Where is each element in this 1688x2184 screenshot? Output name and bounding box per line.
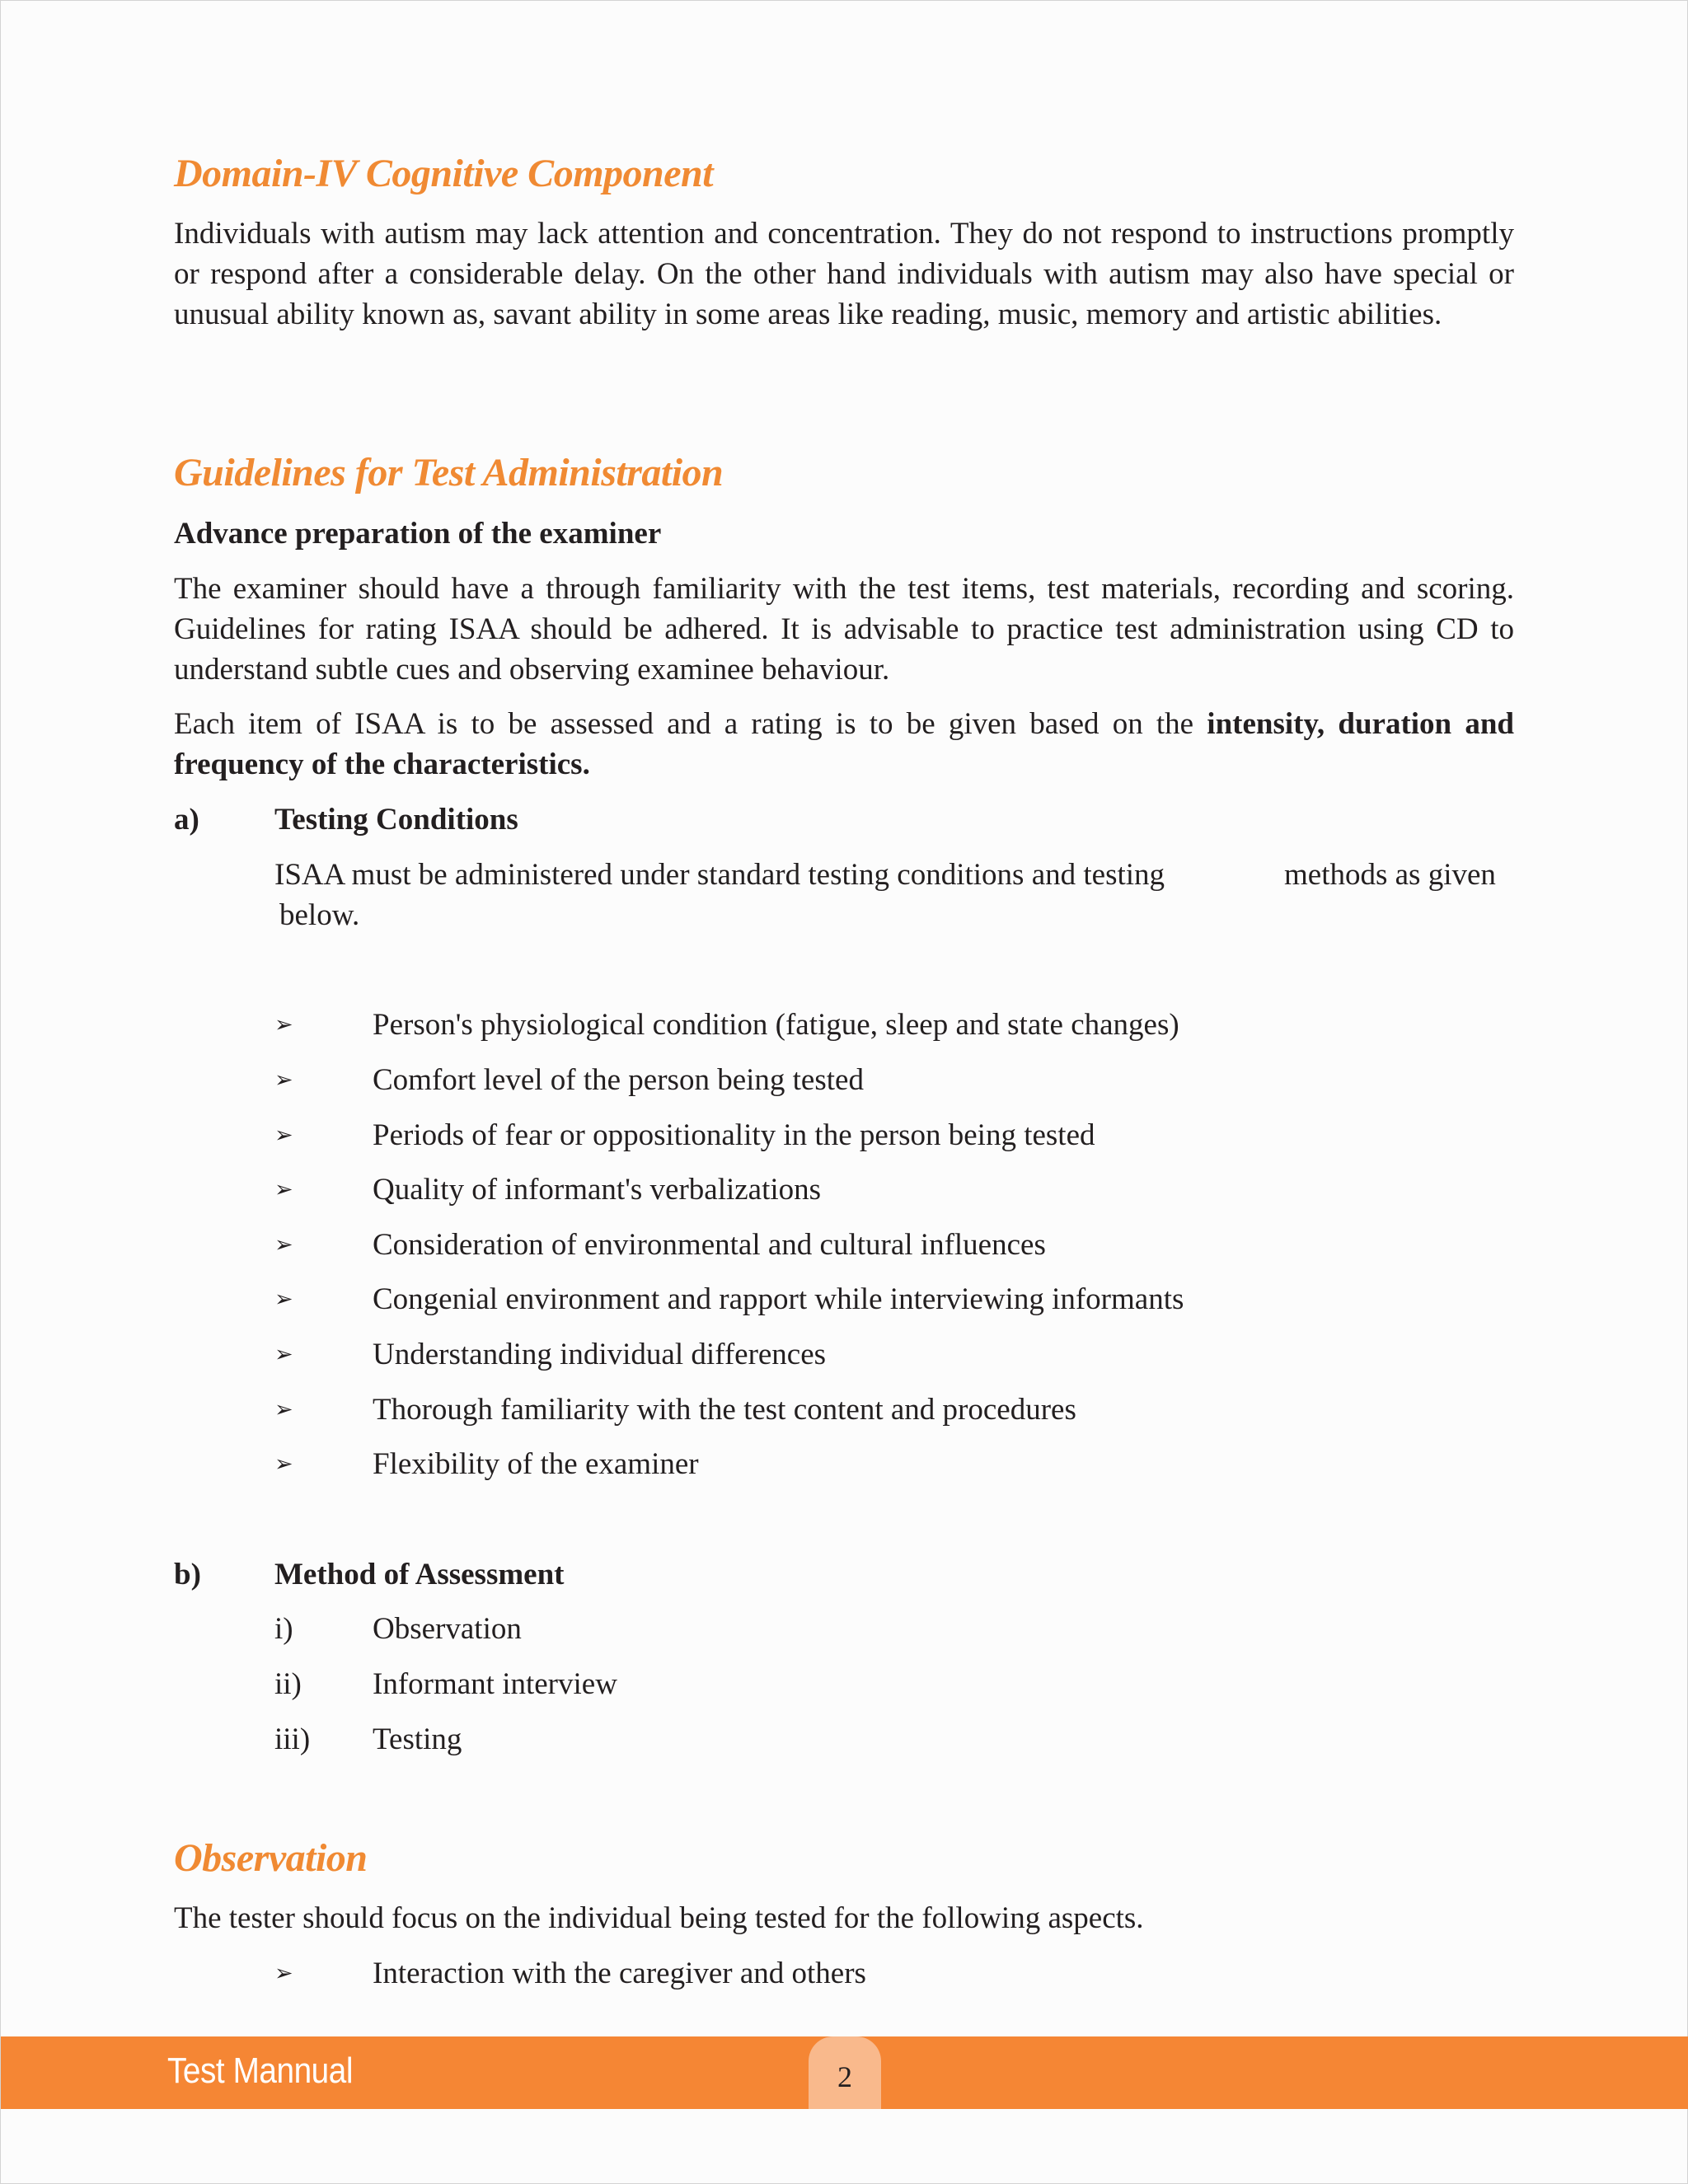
guidelines-paragraph-2-emphasis: intensity, duration and frequency of the characteristics. [174,707,1514,781]
arrow-bullet-icon: ➢ [274,1232,293,1258]
guidelines-paragraph-2 [174,704,1514,785]
method-of-assessment-label: Method of Assessment [274,1558,565,1591]
observation-heading: Observation [174,1836,368,1880]
observation-paragraph: The tester should focus on the individual being tested for the following aspects. [174,1901,1144,1935]
testing-conditions-intro-line-1a: ISAA must be administered under standard testing conditions and testing [274,858,1165,892]
arrow-bullet-icon: ➢ [274,1122,293,1148]
arrow-bullet-icon: ➢ [274,1012,293,1038]
advance-preparation-subheading: Advance preparation of the examiner [174,517,662,551]
testing-conditions-label: Testing Conditions [274,803,518,837]
guidelines-paragraph-1: The examiner should have a through familiarity with the test items, test materials, recording and scoring. Guidelines for rating ISAA should be adhered. It is advisable to practice test administration using CD to understand subtle cues and observing examinee behaviour. [174,572,1514,687]
arrow-bullet-icon: ➢ [274,1451,293,1477]
arrow-bullet-icon: ➢ [274,1342,293,1367]
arrow-bullet-icon: ➢ [274,1961,293,1986]
arrow-bullet-icon: ➢ [274,1397,293,1422]
testing-conditions-intro-line-2: below. [279,898,360,932]
domain-iv-paragraph: Individuals with autism may lack attention and concentration. They do not respond to instructions promptly or respond after a considerable delay. On the other hand individuals with autism may also have special or unusual ability known as, savant ability in some areas like reading, music, memory and artistic abilities. [174,217,1514,331]
arrow-bullet-icon: ➢ [274,1067,293,1093]
method-of-assessment-marker: b) [174,1558,201,1591]
guidelines-heading: Guidelines for Test Administration [174,451,724,494]
arrow-bullet-icon: ➢ [274,1177,293,1202]
guidelines-paragraph-2-text: Each item of ISAA is to be assessed and a rating is to be given based on the [174,707,1207,741]
testing-conditions-intro-line-1b: methods as given [1284,858,1496,892]
arrow-bullet-icon: ➢ [274,1286,293,1312]
document-page: Domain-IV Cognitive Component Individuals with autism may lack attention and concentration. They do not respond to instructions promptly or respond after a considerable delay. On the other hand individuals with autism may also have special or unusual ability known as, savant ability in some areas like reading, music, memory and artistic abilities. Guidelines for Test Administration Advance preparation of the examiner The examiner should have a through familiarity with the test items, test materials, recording and scoring. Guidelines for rating ISAA should be adhered. It is advisable to practice test administration using CD to understand subtle cues and observing examinee behaviour. Each item of ISAA is to be assessed and a rating is to be given based on the intensity, duration and frequency of the characteristics. a) Testing Conditions ISAA must be administered under standard testing conditions and testing methods as given below. ➢ Person's physiological condition (fatigue, sleep and state changes) ➢ Comfort level of the person being tested ➢ Periods of fear or oppositionality in the person being tested ➢ Quality of informant's verbalizations ➢ Consideration of environmental and cultural influences ➢ Congenial environment and rapport while interviewing informants ➢ Understanding individual differences ➢ Thorough familiarity with the test content and procedures ➢ Flexibility of the examiner b) Method of Assessment i) Observation ii) Informant interview iii) Testing Observation The tester should focus on the individual being tested for the following aspects. ➢ Interaction with the caregiver and others Test Mannual 2 [0,0,1688,2184]
domain-iv-heading: Domain-IV Cognitive Component [174,152,714,195]
testing-conditions-marker: a) [174,803,199,837]
footer-title: Test Mannual [167,2050,354,2091]
page-number: 2 [837,2060,852,2093]
